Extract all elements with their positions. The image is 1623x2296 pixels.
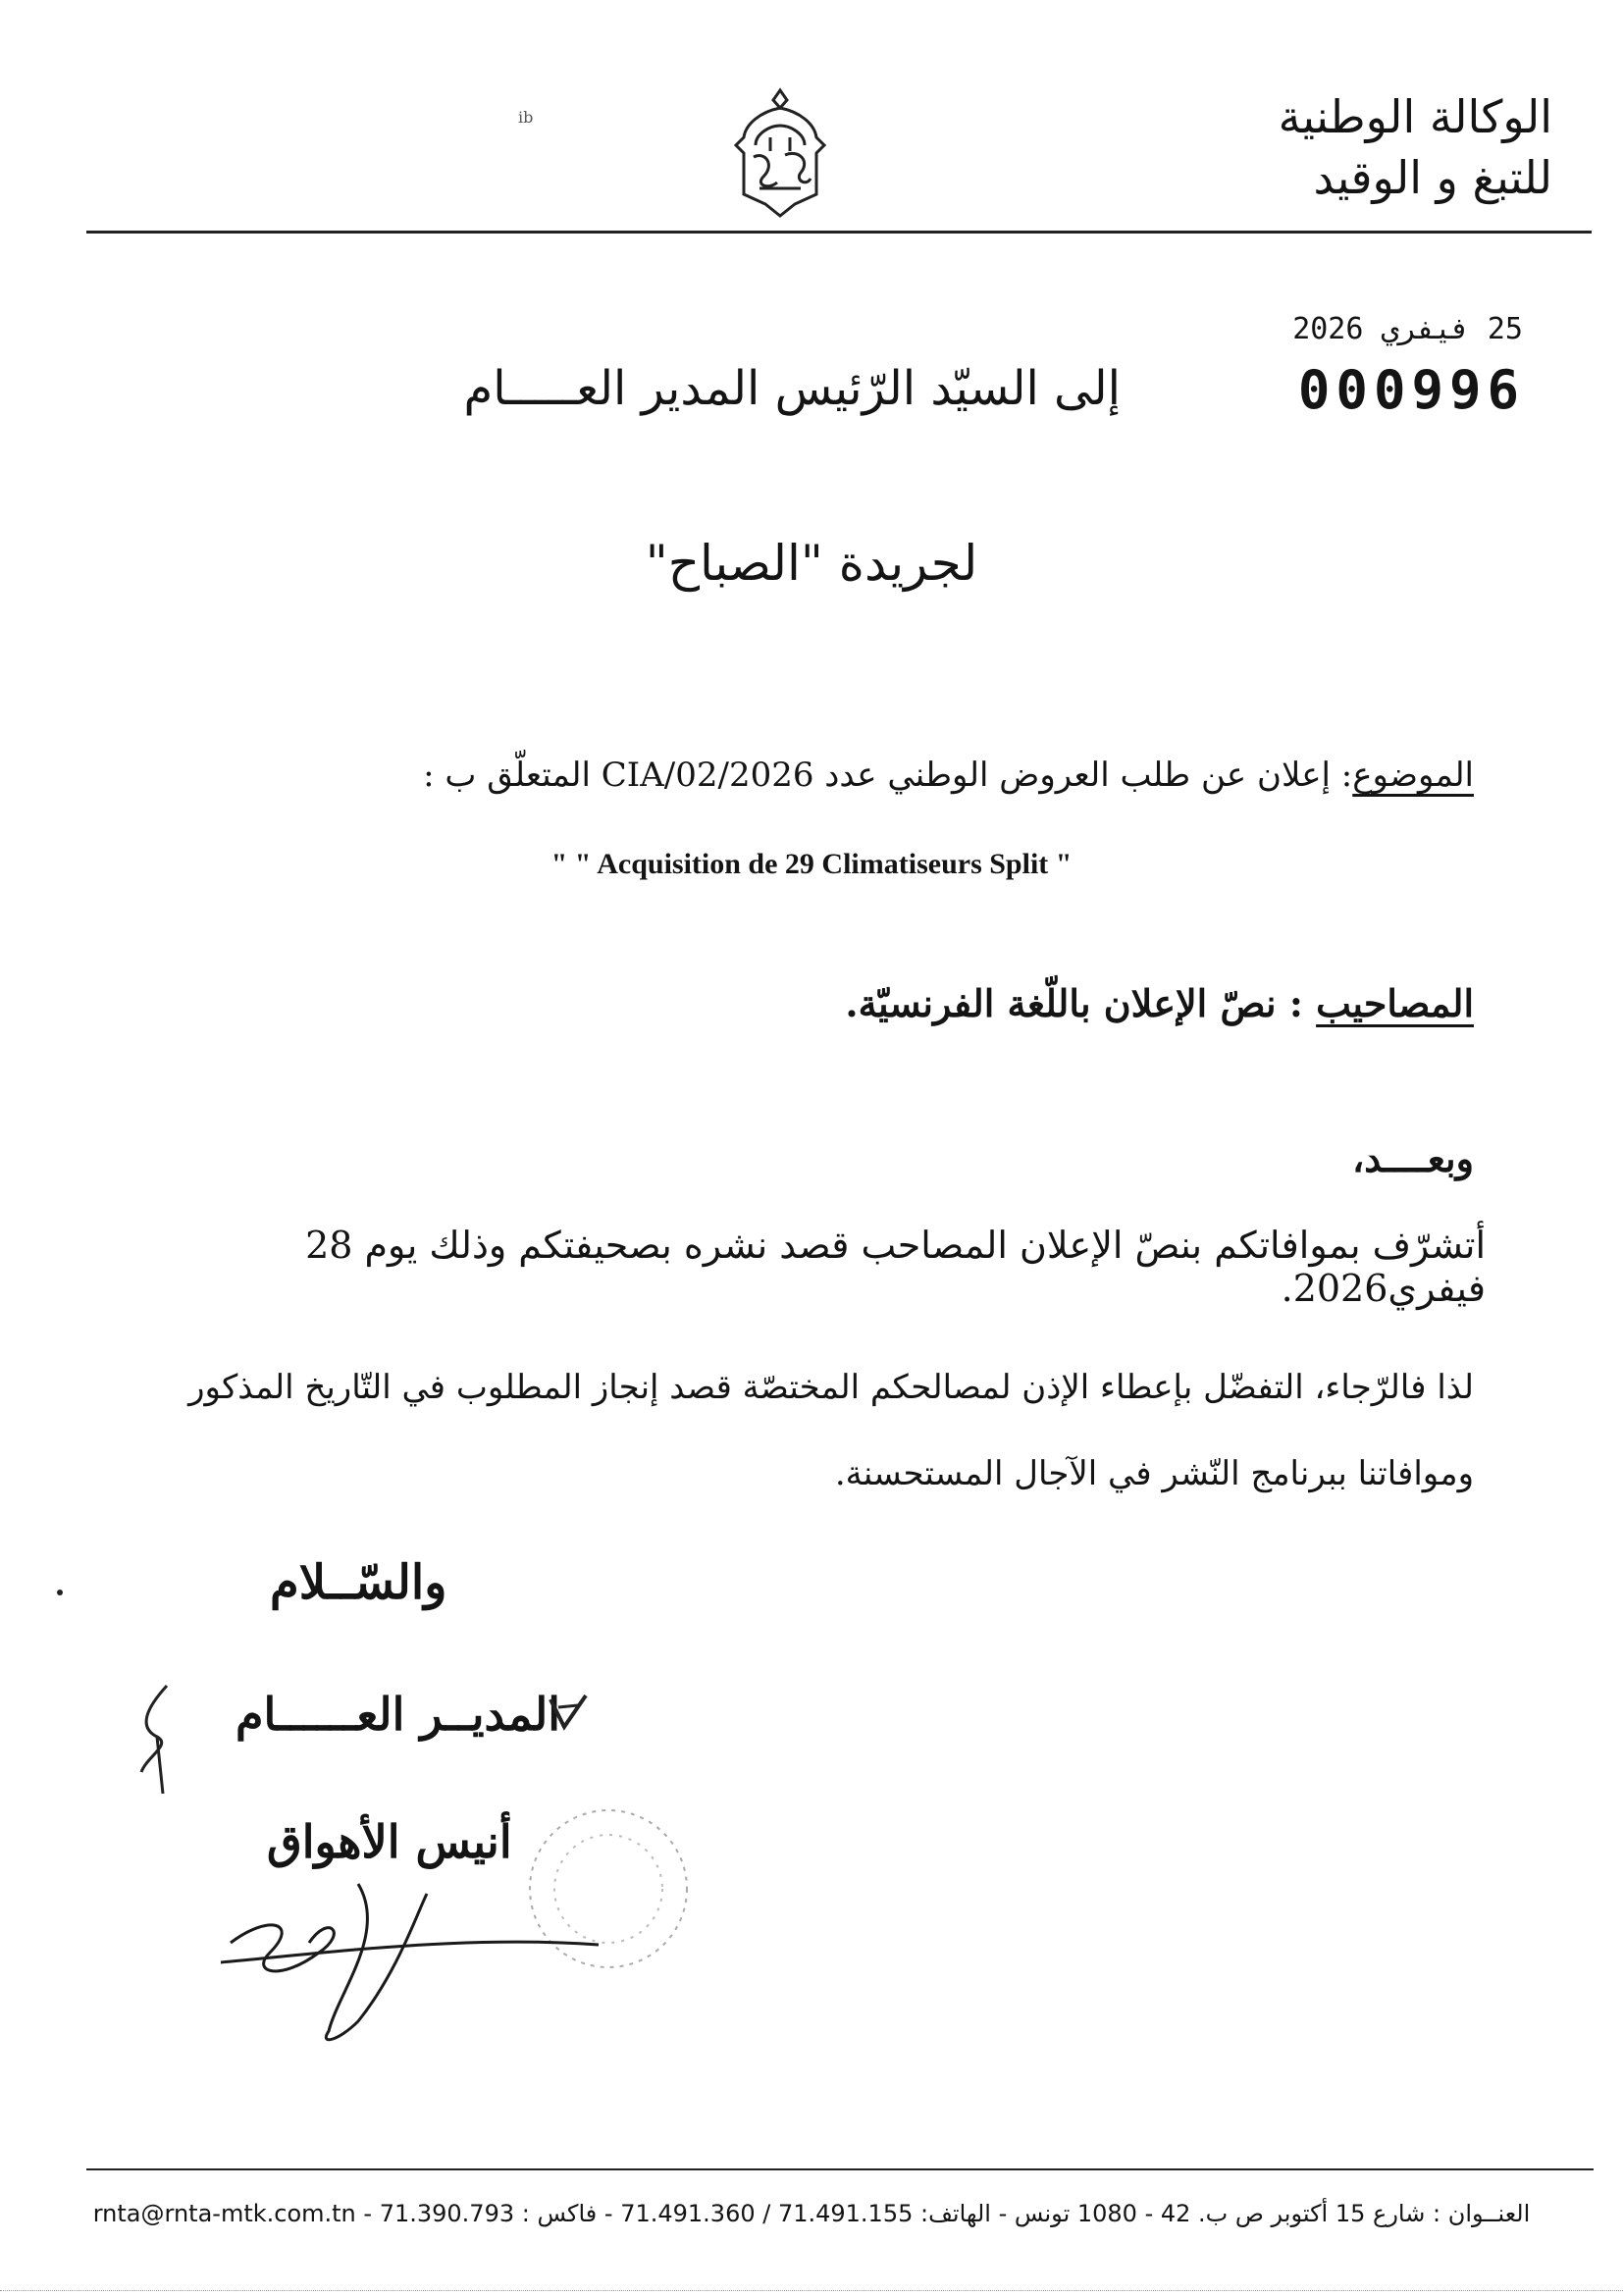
recipient-line: إلى السيّد الرّئيس المدير العـــــام bbox=[463, 361, 1121, 416]
signatory-name: أنيس الأهواق bbox=[267, 1815, 512, 1868]
signatory-title: المديــر العــــــام bbox=[236, 1688, 561, 1741]
attachment-label: المصاحيب bbox=[1316, 981, 1474, 1025]
subject-label: الموضوع bbox=[1352, 756, 1474, 795]
closing-salutation: والسّــلام bbox=[270, 1555, 447, 1610]
footer-address: العنــوان : شارع 15 أكتوبر ص ب. 42 - 1080 تونس - الهاتف: 71.491.155 / 71.491.360 - فاكس : 71.390.793 - rnta@rnta-mtk.com.tn bbox=[92, 2200, 1531, 2227]
initials-icon bbox=[128, 1678, 186, 1796]
signature-icon bbox=[211, 1874, 603, 2051]
footer-divider bbox=[86, 2168, 1594, 2170]
letter-date: 25 فيفري 2026 bbox=[1292, 312, 1523, 346]
body-paragraph-2: لذا فالرّجاء، التفضّل بإعطاء الإذن لمصالحكم المختصّة قصد إنجاز المطلوب في التّاريخ المذكور وموافاتنا ببرنامج النّشر في الآجال المستحسنة. bbox=[188, 1368, 1474, 1493]
agency-emblem-icon bbox=[726, 86, 834, 219]
opening-phrase: وبعــــد، bbox=[1351, 1136, 1474, 1180]
agency-name-line2: للتبغ و الوقيد bbox=[1313, 151, 1552, 204]
subject-title-fr: " " Acquisition de 29 Climatiseurs Split " bbox=[550, 848, 1073, 880]
reference-number: 000996 bbox=[1297, 359, 1525, 421]
page-bottom-edge bbox=[0, 2290, 1623, 2291]
subject-line bbox=[198, 756, 1474, 795]
agency-name bbox=[1140, 86, 1552, 208]
attachment-text: : نصّ الإعلان باللّغة الفرنسيّة. bbox=[845, 981, 1317, 1025]
check-mark-icon bbox=[545, 1690, 592, 1737]
newspaper-name: لجريدة "الصباح" bbox=[645, 535, 978, 592]
header-divider bbox=[86, 231, 1592, 234]
body-paragraph-1: أتشرّف بموافاتكم بنصّ الإعلان المصاحب قصد نشره بصحيفتكم وذلك يوم 28 فيفري2026. bbox=[305, 1224, 1486, 1310]
ink-dot bbox=[57, 1590, 63, 1595]
agency-name-line1: الوكالة الوطنية bbox=[1278, 90, 1552, 143]
attachment-line bbox=[198, 981, 1474, 1025]
scan-mark: ib bbox=[518, 108, 534, 127]
subject-text: : إعلان عن طلب العروض الوطني عدد 2026/CIA/02 المتعلّق ب : bbox=[423, 756, 1353, 795]
